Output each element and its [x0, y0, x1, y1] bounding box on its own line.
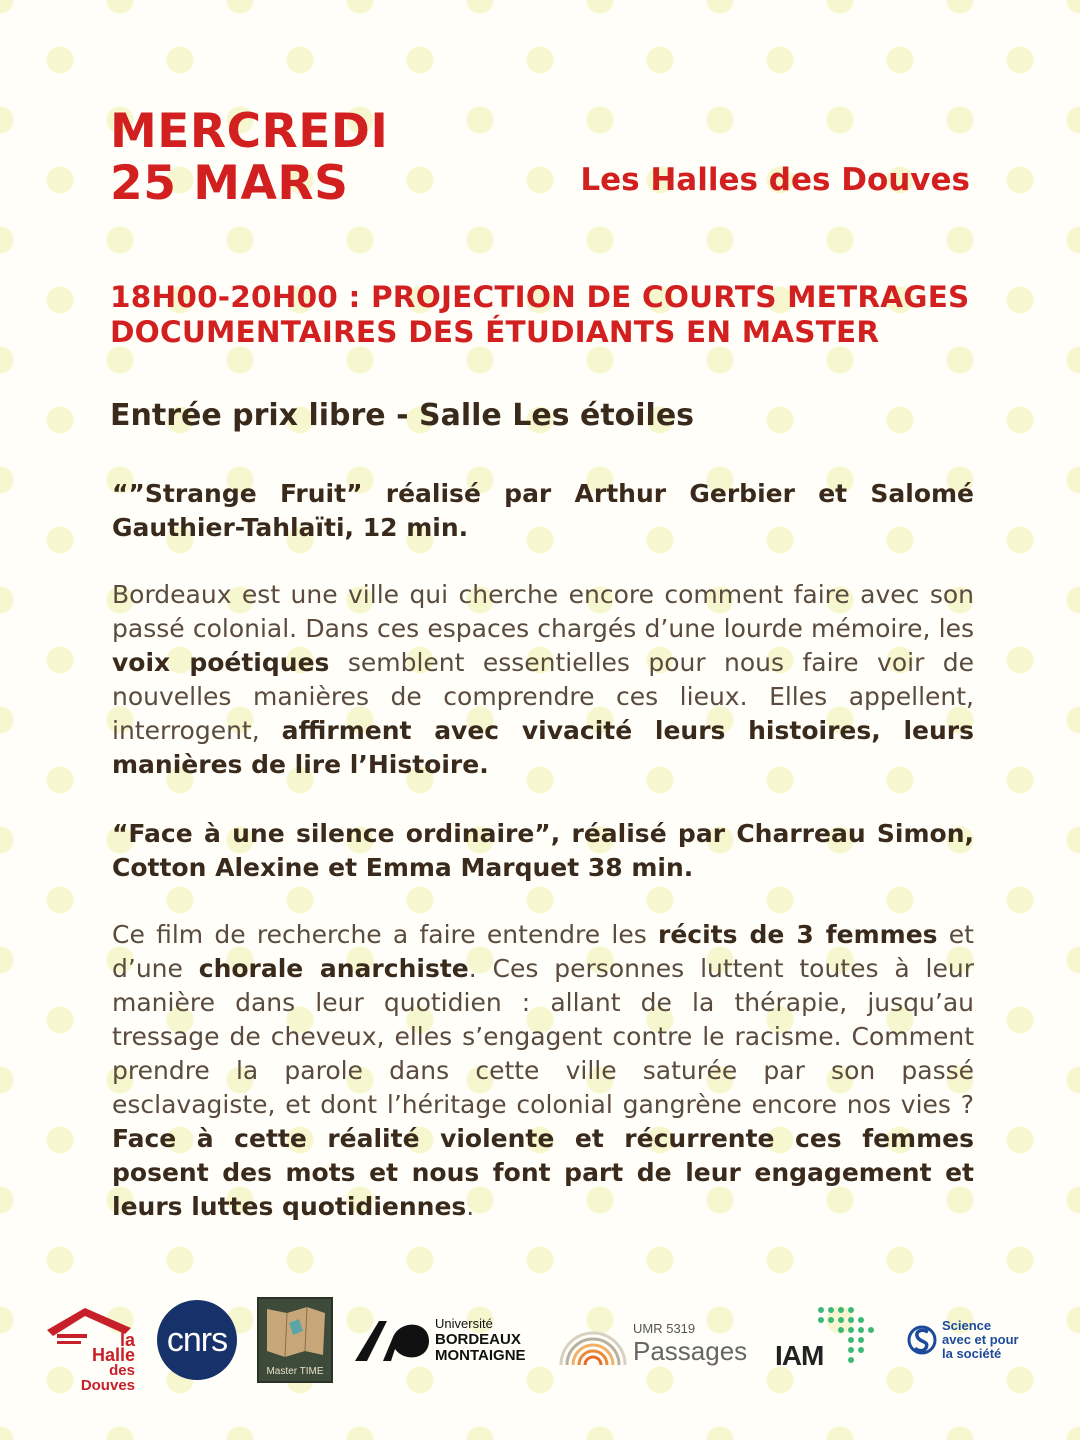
film-1-desc-highlight: voix poétiques — [112, 648, 330, 677]
film-2-description — [112, 918, 974, 1224]
passages-umr: UMR 5319 — [633, 1321, 696, 1336]
science-line-2: avec et pour — [942, 1332, 1019, 1347]
partner-logos — [45, 1295, 1045, 1394]
science-line-1: Science — [942, 1318, 992, 1333]
map-icon — [259, 1303, 333, 1363]
entry-info: Entrée prix libre - Salle Les étoiles — [110, 398, 695, 433]
film-2-desc-text: . Ces personnes luttent toutes à leur manière dans leur quotidien : allant de la thérapie, jusqu’au tressage de cheveux, elles s’engagent contre le racisme. Comment prendre la parole dans cette ville saturée par son passé esclavagiste, et dont l’héritage colonial gangrène encore nos vies ? — [112, 954, 974, 1119]
event-headline — [110, 280, 980, 350]
ubm-line-1: Université — [435, 1316, 493, 1331]
film-1-desc-highlight: affirment avec vivacité leurs histoires, leurs manières de lire l’Histoire. — [112, 716, 974, 779]
master-time-label: Master TIME — [266, 1366, 324, 1377]
film-2-desc-highlight: chorale anarchiste — [198, 954, 469, 983]
passages-arcs-icon — [555, 1309, 631, 1371]
venue-name: Les Halles des Douves — [580, 162, 970, 198]
ubm-line-3: MONTAIGNE — [435, 1347, 526, 1364]
cnrs-logo-text: cnrs — [157, 1300, 237, 1380]
ubm-line-2: BORDEAUX — [435, 1331, 521, 1348]
master-time-logo — [257, 1295, 333, 1385]
film-2-desc-end: . — [466, 1192, 475, 1221]
film-1-desc-text: Bordeaux est une ville qui cherche encore comment faire avec son passé colonial. Dans ces espaces chargés d’une lourde mémoire, les — [112, 580, 974, 643]
halle-logo-line-1: la Halle — [91, 1330, 135, 1365]
film-1-description — [112, 578, 974, 782]
halle-logo-line-2: des Douves — [80, 1362, 135, 1394]
film-2-desc-text: Ce film de recherche a faire entendre les — [112, 920, 658, 949]
film-1-title: “”Strange Fruit” réalisé par Arthur Gerbier et Salomé Gauthier-Tahlaïti, 12 min. — [112, 479, 974, 542]
event-date — [110, 106, 388, 210]
film-2-title: “Face à une silence ordinaire”, réalisé par Charreau Simon, Cotton Alexine et Emma Marquet 38 min. — [112, 819, 974, 882]
science-s-icon — [907, 1319, 937, 1361]
date-day: 25 MARS — [110, 156, 349, 211]
iam-logo — [775, 1295, 885, 1385]
bordeaux-montaigne-logo — [353, 1295, 538, 1385]
headline-line-1: 18H00-20H00 : PROJECTION DE COURTS METRAGES — [110, 280, 970, 314]
film-1-desc-text: semblent essentielles pour nous faire voir de nouvelles manières de comprendre ces lieux. Elles appellent, interrogent, — [112, 648, 974, 745]
film-2-desc-text: et d’une — [112, 920, 974, 983]
passages-name: Passages — [633, 1336, 748, 1366]
iam-label: IAM — [775, 1340, 824, 1371]
science-line-3: la société — [942, 1346, 1002, 1361]
film-2-desc-highlight: Face à cette réalité violente et récurrente ces femmes posent des mots et nous font part de leur engagement et leurs luttes quotidiennes — [112, 1124, 974, 1221]
halle-des-douves-logo — [45, 1295, 135, 1394]
date-weekday: MERCREDI — [110, 104, 389, 159]
passages-logo — [555, 1295, 755, 1385]
film-2-desc-highlight: récits de 3 femmes — [658, 920, 938, 949]
science-societe-logo — [907, 1295, 1042, 1385]
headline-line-2: DOCUMENTAIRES DES ÉTUDIANTS EN MASTER — [110, 315, 880, 349]
cnrs-logo — [157, 1295, 239, 1385]
ubm-monogram-icon — [353, 1315, 431, 1365]
